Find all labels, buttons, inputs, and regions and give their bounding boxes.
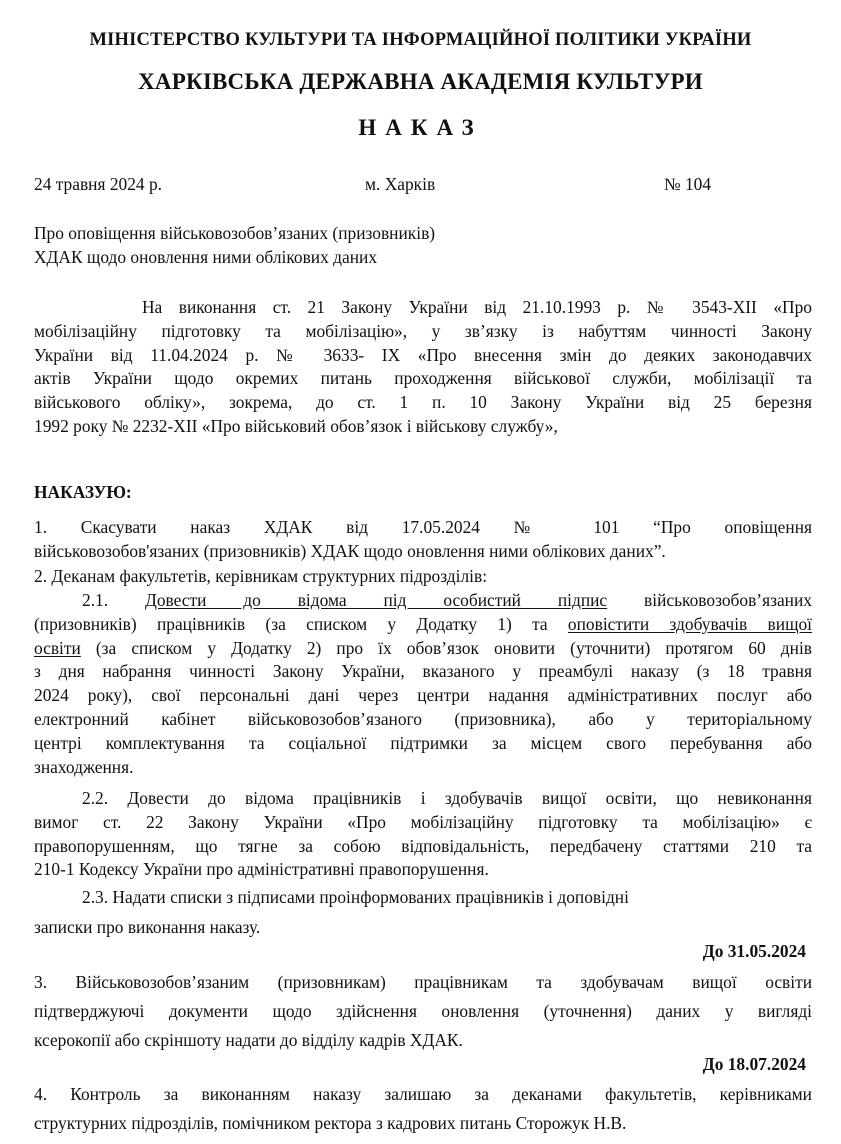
- preamble-line: На виконання ст. 21 Закону України від 21.10.1993 р. № 3543-XII «Про: [142, 297, 812, 317]
- item-2-1-line: центрі комплектування та соціальної підтримки за місцем свого перебування або: [34, 732, 812, 753]
- item-4-line: структурних підрозділів, помічником ректора з кадрових питань Сторожук Н.В.: [34, 1113, 627, 1133]
- item-2-1-line: 2024 року), свої персональні дані через центри надання адміністративних послуг або: [34, 685, 812, 706]
- item-2: [34, 565, 812, 589]
- item-2-1-line: [34, 637, 812, 661]
- item-2-2-line: 210-1 Кодексу України про адміністративні правопорушення.: [34, 859, 489, 880]
- item-2-1-line: [34, 613, 812, 637]
- preamble: [34, 296, 812, 439]
- subject-line: Про оповіщення військовозобов’язаних (призовників): [34, 223, 436, 243]
- item-2-3-line: 2.3. Надати списки з підписами проінформованих працівників і доповідні: [82, 887, 629, 907]
- item-2-3: [34, 886, 812, 940]
- item-2-1: [34, 589, 812, 779]
- item-2-2-line: правопорушенням, що тягне за собою відповідальність, передбачену статтями 210 та: [34, 835, 812, 856]
- item-3: [34, 968, 812, 1055]
- underlined-phrase: Довести до відома під особистий підпис: [144, 590, 608, 610]
- deadline-2: До 18.07.2024: [702, 1054, 806, 1074]
- ministry-name: МІНІСТЕРСТВО КУЛЬТУРИ ТА ІНФОРМАЦІЙНОЇ ПОЛІТИКИ УКРАЇНИ: [89, 30, 752, 50]
- item-3-line: 3. Військовозобов’язаним (призовникам) працівникам та здобувачам вищої освіти: [34, 972, 812, 992]
- item-4: [34, 1080, 812, 1138]
- item-1-line: військовозобов'язаних (призовників) ХДАК щодо оновлення ними облікових даних”.: [34, 540, 666, 561]
- item-2-3-line: записки про виконання наказу.: [34, 916, 261, 937]
- item-2-2-line: 2.2. Довести до відома працівників і здобувачів вищої освіти, що невиконання: [82, 788, 812, 808]
- item-2-1-line: електронний кабінет військовозобов’язаного (призовника), або у територіальному: [34, 708, 812, 729]
- order-number: № 104: [664, 174, 712, 194]
- order-word: НАКАЗУЮ: [34, 482, 126, 502]
- item-2-1-text: (за списком у Додатку 2) про їх обов’язок оновити (уточнити) протягом 60 днів: [80, 637, 812, 658]
- preamble-line: 1992 року № 2232-XII «Про військовий обов’язок і військову службу»,: [34, 415, 558, 436]
- item-4-line: 4. Контроль за виконанням наказу залишаю за деканами факультетів, керівниками: [34, 1084, 812, 1104]
- preamble-line: України від 11.04.2024 р. № 3633- IX «Про внесення змін до деяких законодавчих: [34, 344, 812, 365]
- order-date: 24 травня 2024 р.: [34, 174, 163, 194]
- preamble-line: військового обліку», зокрема, до ст. 1 п. 10 Закону України від 25 березня: [34, 392, 812, 413]
- item-3-line: ксерокопії або скріншоту надати до відділу кадрів ХДАК.: [34, 1030, 463, 1050]
- order-colon: :: [125, 482, 132, 502]
- item-2-1-line: [34, 589, 812, 613]
- item-3-line: підтверджуючі документи щодо здійснення оновлення (уточнення) даних у вигляді: [34, 1001, 812, 1021]
- item-2-2: [34, 787, 812, 882]
- item-2-1-line: з дня набрання чинності Закону України, вказаного у преамбулі наказу (з 18 травня: [34, 661, 812, 682]
- item-1: [34, 516, 812, 564]
- preamble-line: мобілізаційну підготовку та мобілізацію», у зв’язку із набуттям чинності Закону: [34, 320, 812, 341]
- preamble-line: актів України щодо окремих питань проходження військової служби, мобілізації та: [34, 368, 812, 389]
- item-2-2-line: вимог ст. 22 Закону України «Про мобілізаційну підготовку та мобілізацію» є: [34, 811, 812, 832]
- order-subject: [34, 221, 435, 269]
- item-2-line: 2. Деканам факультетів, керівникам структурних підрозділів:: [34, 566, 488, 586]
- item-1-line: 1. Скасувати наказ ХДАК від 17.05.2024 № 101 “Про оповіщення: [34, 517, 812, 537]
- item-2-1-text: військовозобов’язаних: [607, 590, 812, 610]
- item-2-1-text: (призовників) працівників (за списком у Додатку 1) та: [34, 613, 568, 634]
- deadline-1: До 31.05.2024: [702, 941, 806, 961]
- item-2-1-line: знаходження.: [34, 756, 134, 777]
- subject-line: ХДАК щодо оновлення ними облікових даних: [34, 247, 378, 267]
- underlined-phrase: оповістити здобувачів вищої: [567, 613, 812, 634]
- document-type-title: НАКАЗ: [358, 115, 483, 140]
- underlined-phrase: освіти: [34, 637, 81, 658]
- academy-name: ХАРКІВСЬКА ДЕРЖАВНА АКАДЕМІЯ КУЛЬТУРИ: [138, 69, 703, 94]
- order-heading: [34, 482, 132, 503]
- item-2-1-number: 2.1.: [82, 590, 145, 610]
- order-city: м. Харків: [365, 174, 436, 194]
